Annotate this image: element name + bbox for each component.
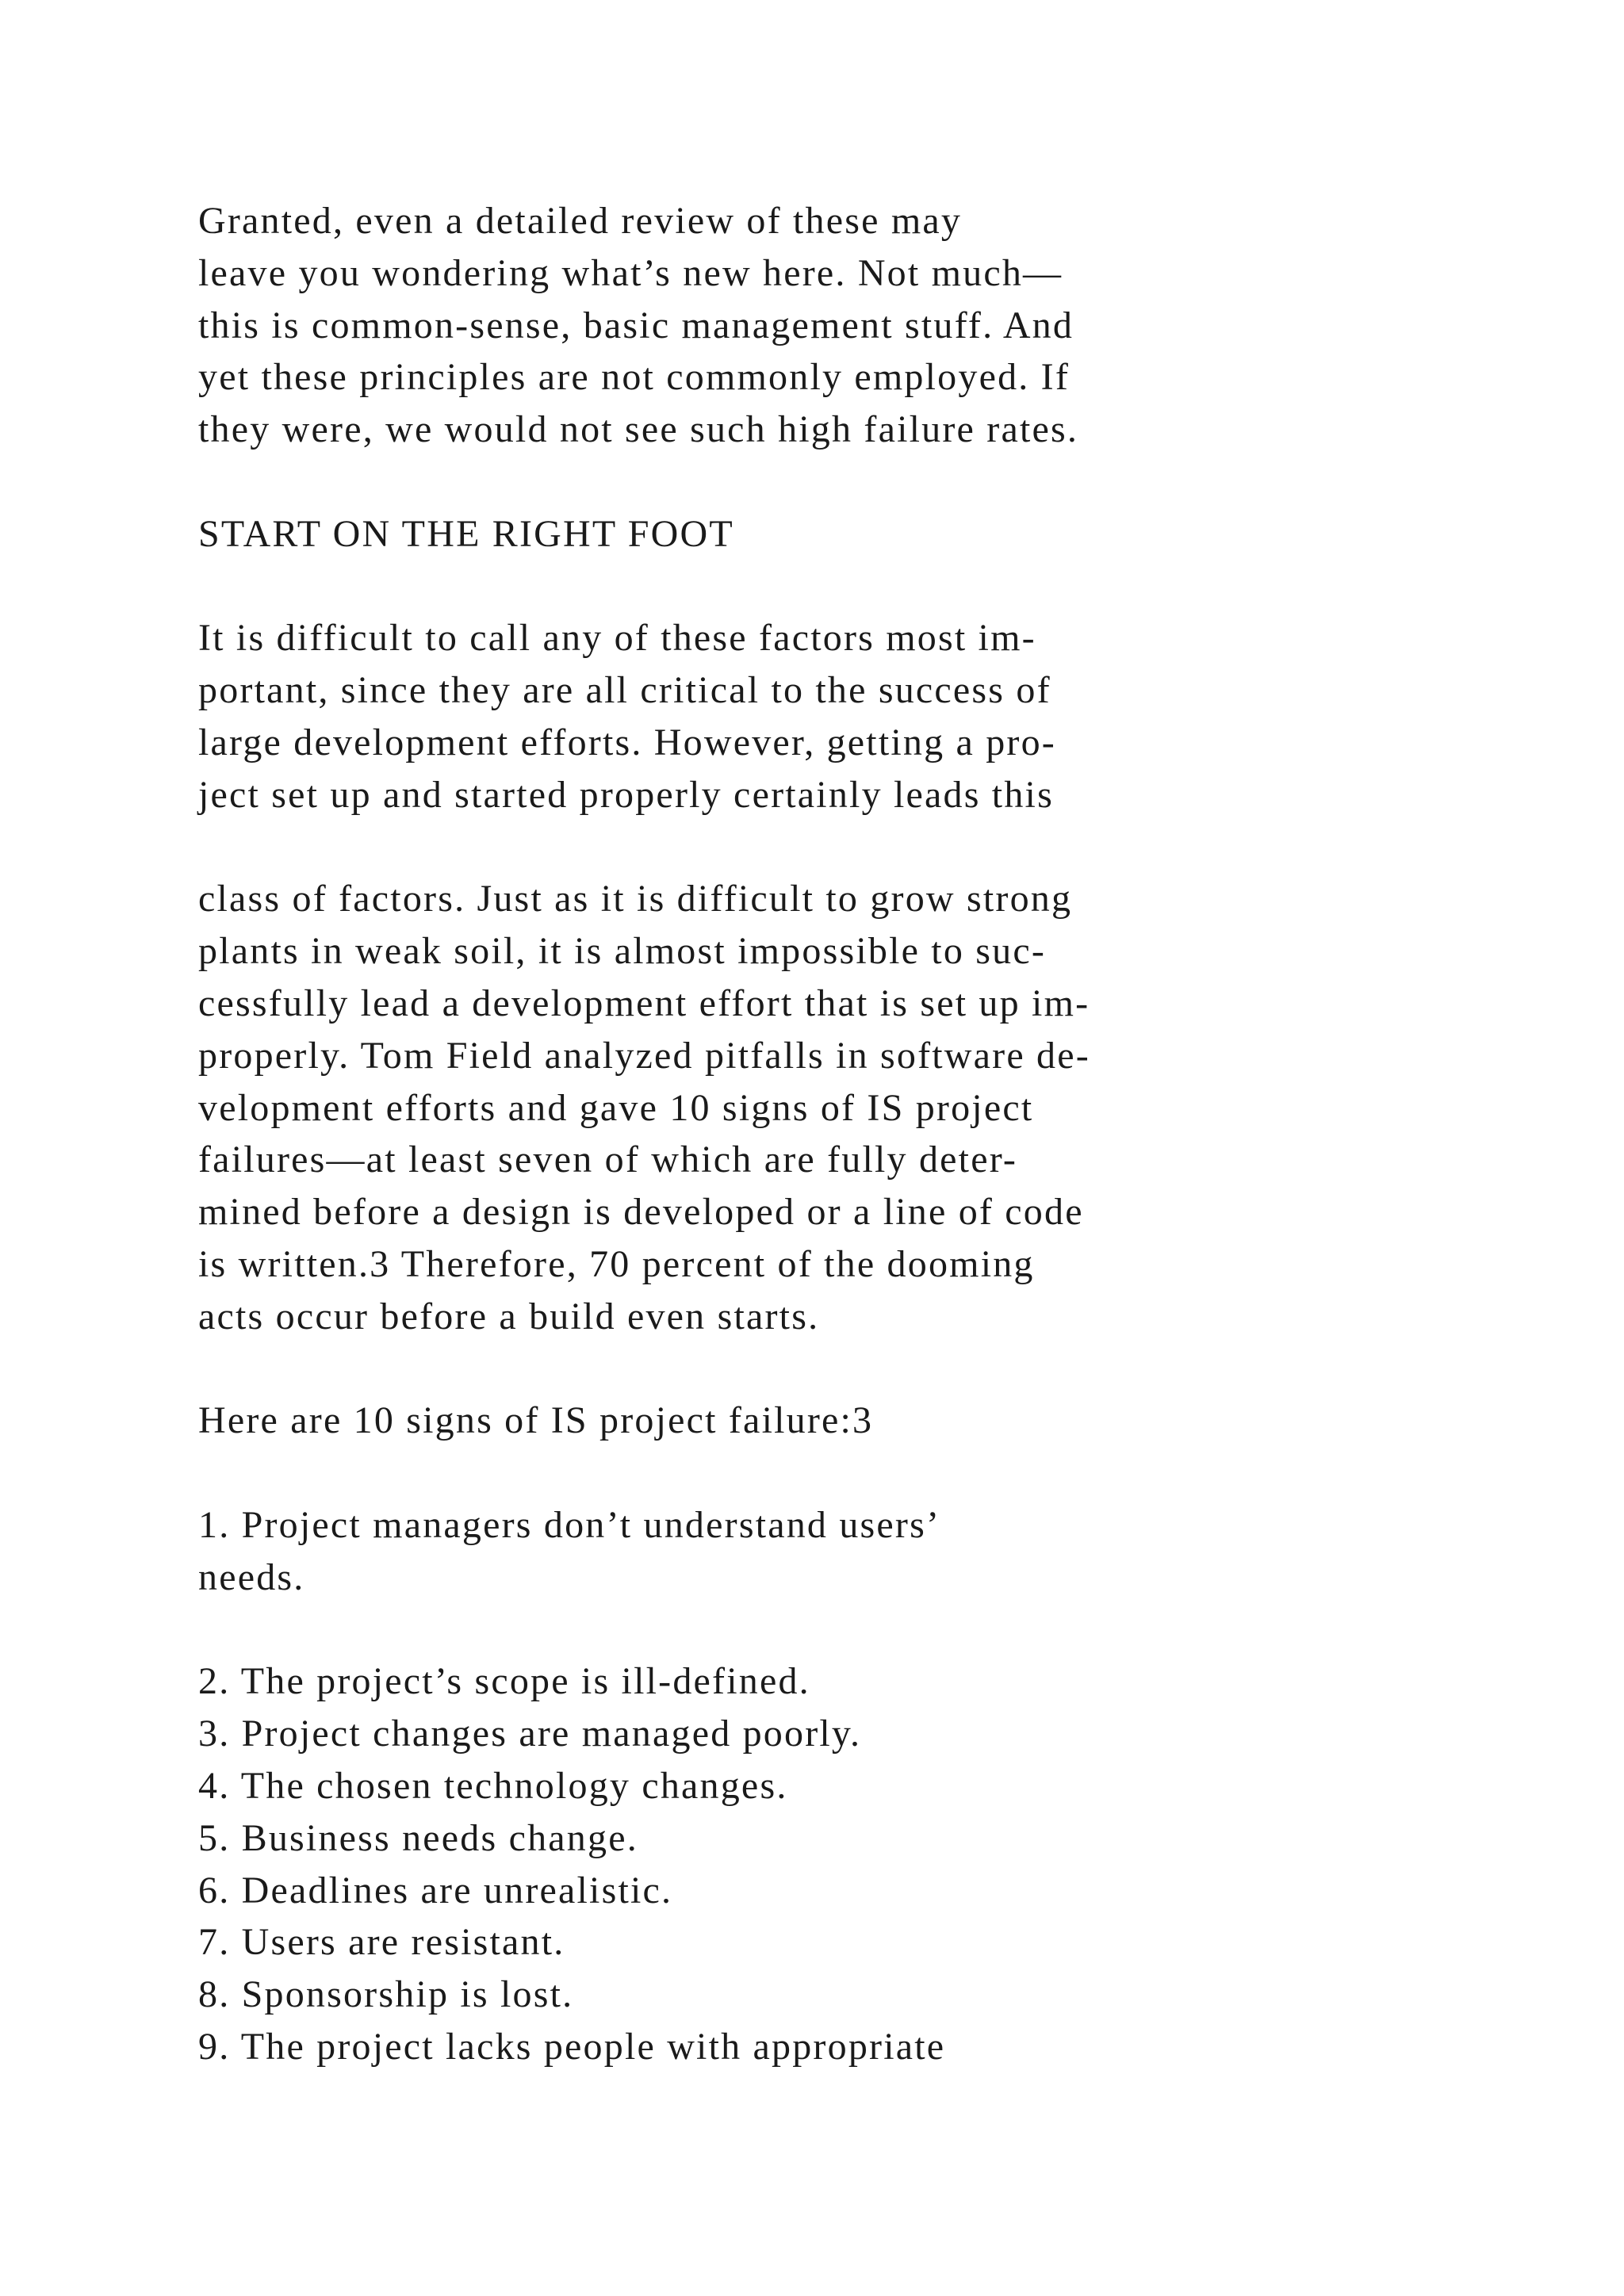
text-line: class of factors. Just as it is difficult to grow strong <box>198 878 1073 920</box>
text-line: properly. Tom Field analyzed pitfalls in software de- <box>198 1034 1090 1077</box>
paragraph-1 <box>198 612 1546 821</box>
list-item: 5. Business needs change. <box>198 1816 638 1859</box>
paragraph-gap <box>198 1447 1546 1499</box>
paragraph-gap <box>198 456 1546 508</box>
list-item: 8. Sponsorship is lost. <box>198 1973 574 2016</box>
text-line: velopment efforts and gave 10 signs of IS project <box>198 1086 1034 1129</box>
text-line: portant, since they are all critical to the success of <box>198 669 1051 712</box>
section-heading: START ON THE RIGHT FOOT <box>198 512 734 555</box>
list-item: 7. Users are resistant. <box>198 1921 565 1964</box>
document-body <box>198 195 1546 2073</box>
text-line: ject set up and started properly certainly leads this <box>198 773 1054 816</box>
list-item: 4. The chosen technology changes. <box>198 1764 788 1807</box>
text-line: is written.3 Therefore, 70 percent of the dooming <box>198 1242 1035 1285</box>
list-item: 3. Project changes are managed poorly. <box>198 1712 862 1755</box>
text-line: this is common-sense, basic management stuff. And <box>198 304 1074 346</box>
text-line: large development efforts. However, getting a pro- <box>198 721 1056 763</box>
list-item: needs. <box>198 1556 305 1598</box>
text-line: failures—at least seven of which are fully deter- <box>198 1138 1018 1181</box>
list-intro: Here are 10 signs of IS project failure:3 <box>198 1399 874 1442</box>
text-line: acts occur before a build even starts. <box>198 1295 820 1337</box>
text-line: they were, we would not see such high failure rates. <box>198 408 1079 451</box>
list-item: 1. Project managers don’t understand users’ <box>198 1503 941 1546</box>
failure-signs-list <box>198 1655 1546 2072</box>
text-line: It is difficult to call any of these factors most im- <box>198 617 1036 660</box>
list-item: 6. Deadlines are unrealistic. <box>198 1869 673 1911</box>
text-line: plants in weak soil, it is almost impossible to suc- <box>198 930 1047 973</box>
list-item: 2. The project’s scope is ill-defined. <box>198 1660 810 1703</box>
text-line: leave you wondering what’s new here. Not much— <box>198 251 1063 294</box>
paragraph-2 <box>198 873 1546 1342</box>
text-line: cessfully lead a development effort that is set up im- <box>198 982 1090 1024</box>
text-line: Granted, even a detailed review of these may <box>198 200 963 242</box>
text-line: yet these principles are not commonly employed. If <box>198 356 1071 399</box>
intro-paragraph <box>198 195 1546 456</box>
list-item-1 <box>198 1499 1546 1604</box>
paragraph-gap <box>198 1343 1546 1395</box>
paragraph-gap <box>198 561 1546 613</box>
text-line: mined before a design is developed or a line of code <box>198 1191 1084 1234</box>
list-item: 9. The project lacks people with appropriate <box>198 2025 946 2068</box>
paragraph-gap <box>198 821 1546 874</box>
paragraph-gap <box>198 1604 1546 1656</box>
